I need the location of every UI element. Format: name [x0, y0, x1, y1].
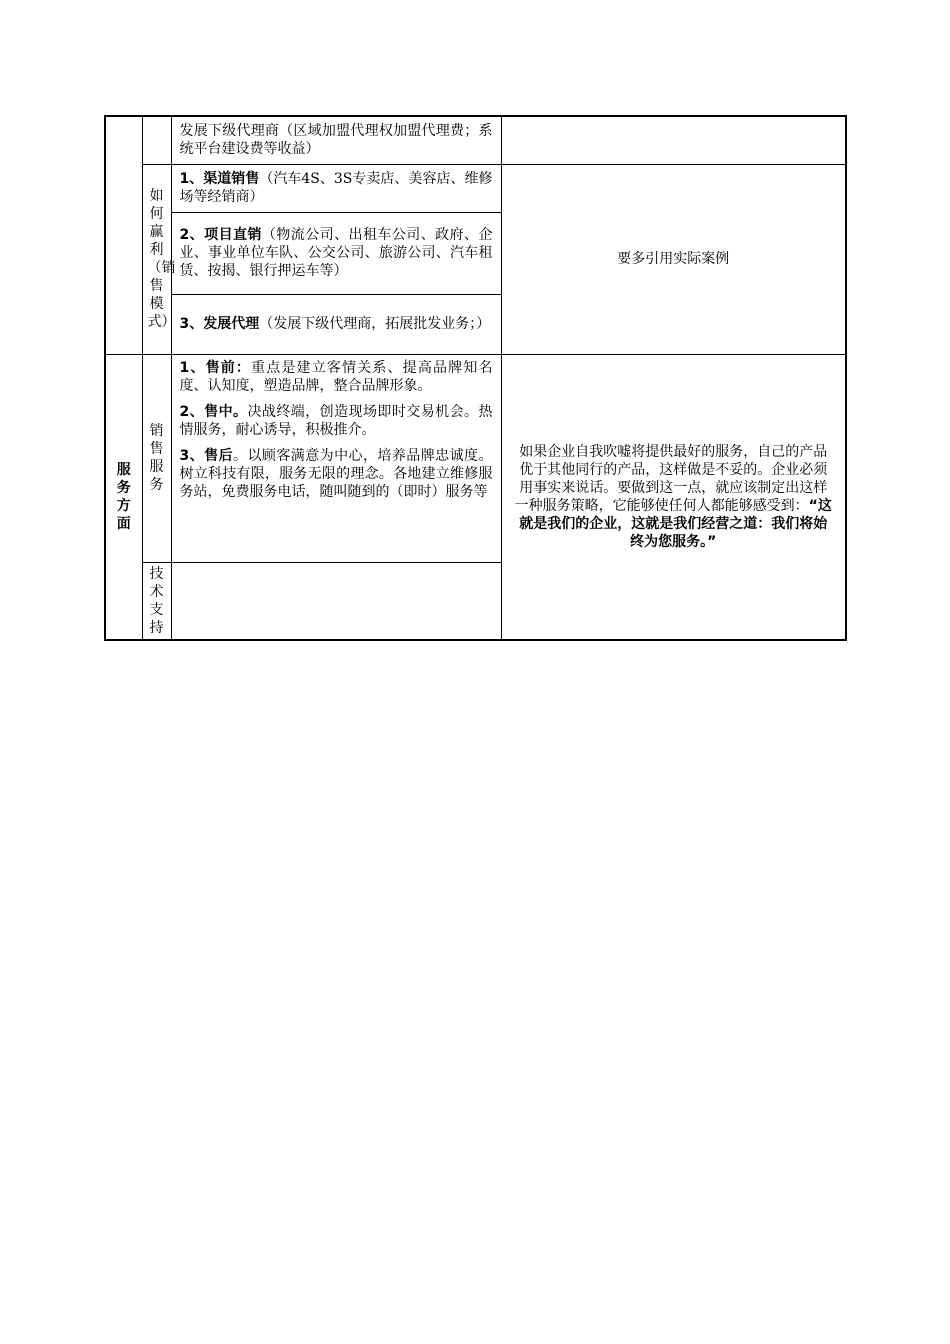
channel-sales-title: 1、渠道销售: [179, 171, 260, 187]
table-row: [105, 164, 846, 212]
case-note-text: 要多引用实际案例: [617, 251, 730, 267]
pre-sale-title: 1、售前：: [179, 359, 252, 376]
service-note-cell: [501, 354, 846, 640]
service-note-quote: “这就是我们的企业，这就是我们经营之道：我们将始终为您服务。”: [519, 497, 832, 550]
profit-model-label: 如何赢利（销售模式）: [142, 164, 171, 354]
pre-sale-text: 重点是建立客情关系、提高品牌知名度、认知度，塑造品牌，整合品牌形象。: [179, 359, 493, 394]
table-row: [105, 354, 846, 562]
in-sale-title: 2、售中。: [179, 403, 248, 420]
direct-sales-text: （物流公司、出租车公司、政府、企业、事业单位车队、公交公司、旅游公司、汽车租赁、按揭、银行押运车等）: [179, 227, 493, 279]
case-note-cell: [501, 164, 846, 354]
tech-support-cell: [171, 562, 501, 640]
in-sale-text: 决战终端，创造现场即时交易机会。热情服务，耐心诱导，积极推介。: [179, 403, 493, 438]
sales-service-label: 销售服务: [142, 354, 171, 562]
after-sale-title: 3、售后: [179, 447, 234, 464]
agency-text: （发展下级代理商，拓展批发业务；）: [259, 316, 491, 332]
table-row: [105, 116, 846, 164]
agency-title: 3、发展代理: [179, 316, 260, 332]
blank-section-cell: [105, 116, 142, 354]
after-sale-text: 。以顾客满意为中心，培养品牌忠诚度。树立科技有限，服务无限的理念。各地建立维修服务站，免费服务电话，随叫随到的（即时）服务等: [179, 447, 493, 500]
agency-cell: [171, 294, 501, 354]
channel-sales-cell: [171, 164, 501, 212]
blank-subsection-cell: [142, 116, 171, 164]
strategy-table: [104, 115, 847, 641]
tech-support-label: 技术支持: [142, 562, 171, 640]
direct-sales-title: 2、项目直销: [179, 227, 262, 243]
channel-sales-text: （汽车4S、3S专卖店、美容店、维修场等经销商）: [179, 171, 493, 205]
service-note-text: 如果企业自我吹嘘将提供最好的服务，自己的产品优于其他同行的产品，这样做是不妥的。企业必须用事实来说话。要做到这一点，就应该制定出这样一种服务策略，它能够使任何人都能够感受到：: [514, 443, 828, 514]
blank-note-cell: [501, 116, 846, 164]
direct-sales-cell: [171, 212, 501, 294]
service-section-label: 服务方面: [105, 354, 142, 640]
agent-development-cell: [171, 116, 501, 164]
agent-development-text: 发展下级代理商（区域加盟代理权加盟代理费；系统平台建设费等收益）: [179, 123, 493, 158]
sales-service-cell: [171, 354, 501, 562]
